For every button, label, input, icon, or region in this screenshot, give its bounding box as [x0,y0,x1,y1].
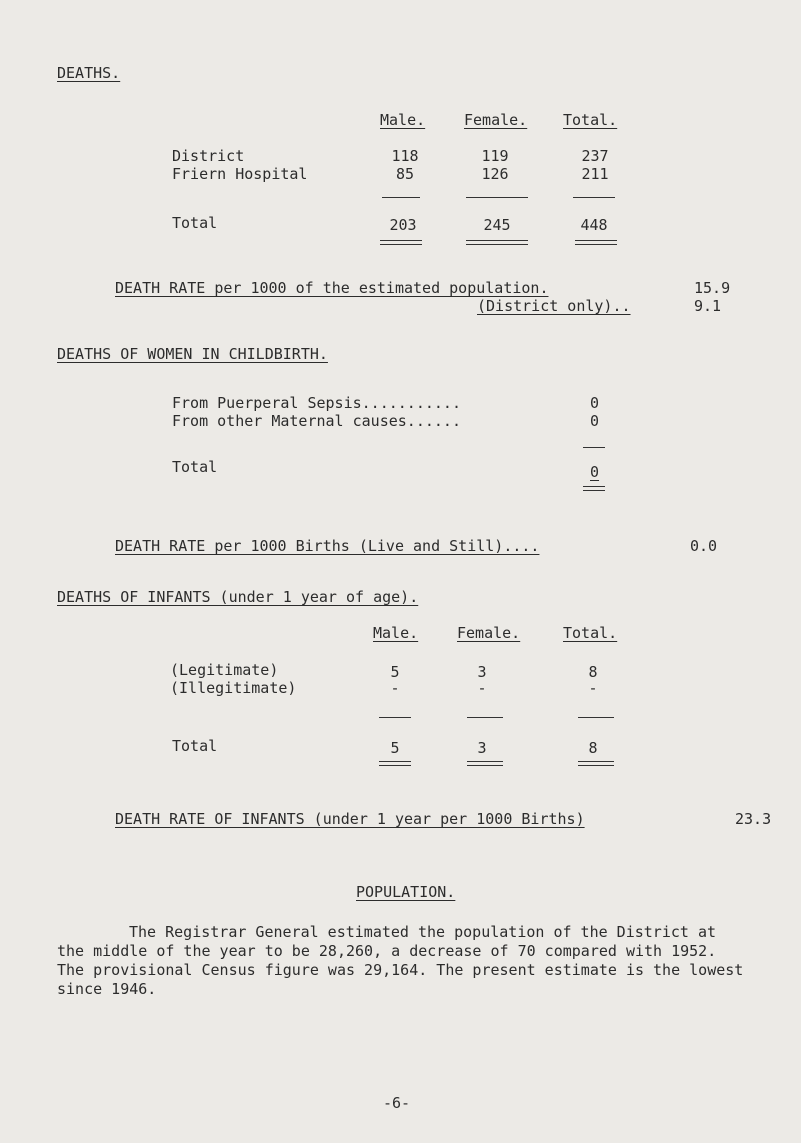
total-total: 8 [588,739,598,757]
cell-male: - [390,679,400,697]
cell-female: 3 [477,663,487,681]
infants-subtotal-rule [379,717,411,718]
deaths-heading: DEATHS. [57,64,121,82]
subtotal-rule [466,197,528,198]
infants-subtotal-rule [578,717,614,718]
total-total: 448 [580,216,608,234]
infants-double-rule [578,761,614,766]
childbirth-heading: DEATHS OF WOMEN IN CHILDBIRTH. [57,345,328,363]
cell-female: 126 [481,165,509,183]
cell-total: 237 [581,147,609,165]
page-number: -6- [383,1094,411,1112]
cell-total: 8 [588,663,598,681]
infants-col-male: Male. [373,624,419,642]
birth-death-rate-label: DEATH RATE per 1000 Births (Live and Still).... [115,537,540,555]
cell-total: 211 [581,165,609,183]
population-heading: POPULATION. [356,883,456,901]
infants-double-rule [379,761,411,766]
cell-total: - [588,679,598,697]
total-male: 203 [389,216,417,234]
death-rate-value: 15.9 [694,279,731,297]
subtotal-rule [573,197,615,198]
childbirth-label: From other Maternal causes...... [172,412,461,430]
row-label: District [172,147,245,165]
subtotal-rule [382,197,420,198]
infants-double-rule [467,761,503,766]
cell-male: 5 [390,663,400,681]
birth-death-rate-value: 0.0 [690,537,718,555]
total-female: 3 [477,739,487,757]
total-label: Total [172,737,218,755]
cell-male: 118 [391,147,419,165]
infant-rate-label: DEATH RATE OF INFANTS (under 1 year per 1000 Births) [115,810,585,828]
population-paragraph: The Registrar General estimated the population of the District at the middle of the year to be 28,260, a decrease of 70 compared with 1952. The provisional Census figure was 29,164. The present estimate is the lowest since 1946. [57,923,744,998]
total-male: 5 [390,739,400,757]
childbirth-total-label: Total [172,458,218,476]
childbirth-label: From Puerperal Sepsis........... [172,394,461,412]
childbirth-total-value: 0 [590,463,600,481]
childbirth-value: 0 [590,394,600,412]
infants-col-total: Total. [563,624,618,642]
col-female: Female. [464,111,528,129]
district-rate-value: 9.1 [694,297,722,315]
row-label: (Illegitimate) [170,679,297,697]
col-total: Total. [563,111,618,129]
infants-col-female: Female. [457,624,521,642]
death-rate-label: DEATH RATE per 1000 of the estimated population. [115,279,549,297]
infants-subtotal-rule [467,717,503,718]
total-double-rule [466,240,528,245]
infant-rate-value: 23.3 [735,810,772,828]
total-label: Total [172,214,218,232]
childbirth-rule [583,447,605,448]
cell-female: - [477,679,487,697]
childbirth-value: 0 [590,412,600,430]
cell-female: 119 [481,147,509,165]
col-male: Male. [380,111,426,129]
cell-male: 85 [395,165,415,183]
row-label: Friern Hospital [172,165,308,183]
infants-heading: DEATHS OF INFANTS (under 1 year of age). [57,588,419,606]
total-female: 245 [483,216,511,234]
district-rate-label: (District only).. [477,297,631,315]
total-double-rule [380,240,422,245]
row-label: (Legitimate) [170,661,279,679]
childbirth-double-rule [583,486,605,491]
total-double-rule [575,240,617,245]
